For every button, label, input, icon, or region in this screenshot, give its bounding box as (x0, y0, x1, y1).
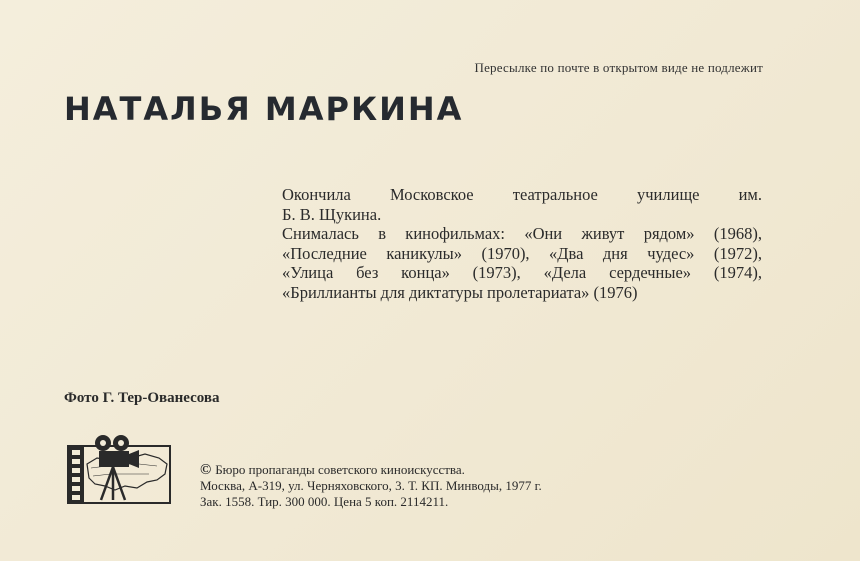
film-camera-logo-icon (67, 434, 171, 504)
publisher-address: Москва, А-319, ул. Черняховского, 3. Т. КП. Минводы, 1977 г. (200, 478, 542, 493)
postal-note: Пересылке по почте в открытом виде не подлежит (474, 60, 763, 75)
bio-line: Снималась в кинофильмах: «Они живут рядом» (1968), (282, 224, 762, 243)
publisher-line (200, 462, 542, 478)
publisher-name: Бюро пропаганды советского киноискусства. (215, 462, 465, 477)
copyright-symbol: © (200, 462, 212, 478)
print-details: Зак. 1558. Тир. 300 000. Цена 5 коп. 2114211. (200, 494, 449, 509)
bio-line: Б. В. Щукина. (282, 204, 382, 224)
photo-credit: Фото Г. Тер-Ованесова (64, 390, 220, 406)
bio-line: Окончила Московское театральное училище им. (282, 185, 762, 204)
bio-line: «Улица без конца» (1973), «Дела сердечные» (1974), (282, 263, 762, 282)
publisher-info (200, 462, 542, 510)
biography (282, 185, 762, 302)
bio-line: «Последние каникулы» (1970), «Два дня чудес» (1972), (282, 243, 762, 263)
bio-line: «Бриллианты для диктатуры пролетариата» (1976) (282, 282, 638, 302)
actress-name: НАТАЛЬЯ МАРКИНА (64, 90, 464, 128)
